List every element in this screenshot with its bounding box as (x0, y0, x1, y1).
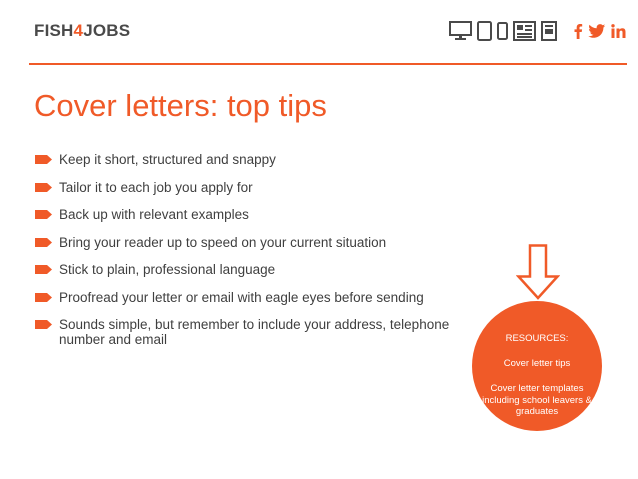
down-arrow-icon (516, 244, 560, 300)
tip-text: Tailor it to each job you apply for (59, 179, 253, 195)
tag-bullet-icon (35, 265, 52, 274)
list-item (35, 290, 465, 305)
list-item (35, 262, 465, 277)
list-item (35, 207, 465, 222)
list-item (35, 235, 465, 250)
slide-title: Cover letters: top tips (34, 88, 327, 123)
newspaper-icon (513, 21, 536, 41)
tag-bullet-icon (35, 155, 52, 164)
tag-bullet-icon (35, 293, 52, 302)
header-icons (449, 20, 626, 42)
cover-letter-tips-link[interactable]: Cover letter tips (503, 358, 571, 369)
resources-circle (472, 301, 602, 431)
tip-text: Stick to plain, professional language (59, 262, 276, 277)
document-icon (541, 21, 557, 41)
tip-text: Proofread your letter or email with eagle eyes before sending (59, 289, 424, 305)
phone-icon (497, 21, 508, 41)
tip-text: Bring your reader up to speed on your current situation (59, 234, 387, 250)
header-divider (29, 63, 627, 65)
tips-list (35, 152, 465, 360)
header (0, 0, 638, 62)
tip-text: Sounds simple, but remember to include your address, telephone number and email (59, 317, 450, 347)
tag-bullet-icon (35, 238, 52, 247)
logo-jobs: JOBS (83, 21, 131, 40)
tablet-icon (477, 21, 492, 41)
tag-bullet-icon (35, 183, 52, 192)
twitter-icon[interactable] (588, 24, 606, 39)
logo-fish: FISH (34, 21, 74, 40)
resources-title: RESOURCES: (505, 333, 569, 344)
facebook-icon[interactable] (573, 23, 583, 39)
list-item (35, 152, 465, 167)
tag-bullet-icon (35, 210, 52, 219)
tip-text: Back up with relevant examples (59, 207, 249, 222)
fish4jobs-logo[interactable] (34, 21, 130, 41)
tag-bullet-icon (35, 320, 52, 329)
linkedin-icon[interactable] (611, 24, 626, 38)
cover-letter-templates-link[interactable]: Cover letter templates including school leavers & graduates (482, 383, 592, 417)
logo-four: 4 (73, 21, 84, 40)
desktop-icon (449, 21, 472, 41)
list-item (35, 180, 465, 195)
tip-text: Keep it short, structured and snappy (59, 152, 276, 167)
list-item (35, 317, 465, 347)
